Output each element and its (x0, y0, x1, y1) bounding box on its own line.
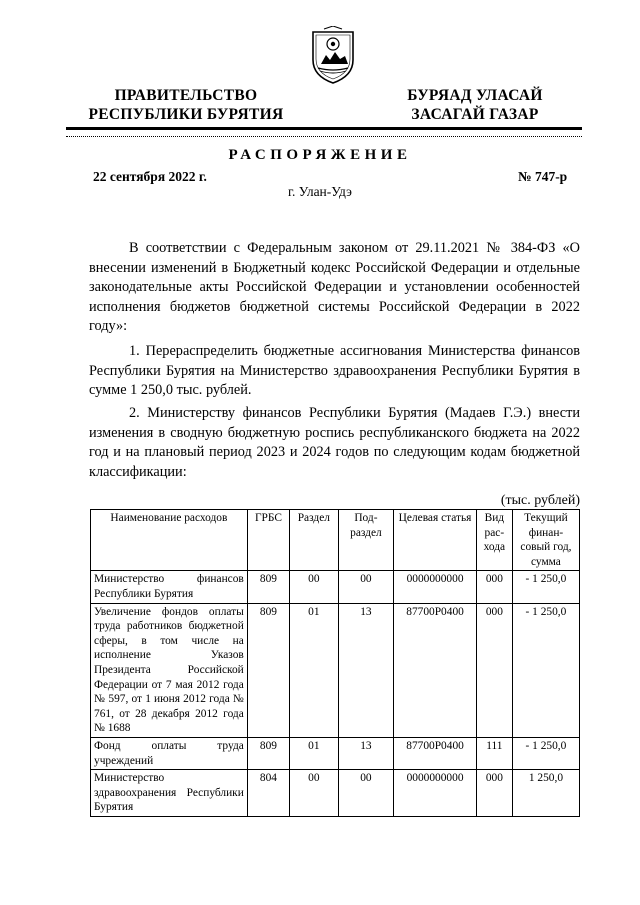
header-sum: Текущий финан-совый год, сумма (512, 510, 579, 571)
cell-type: 000 (476, 603, 512, 737)
cell-subsection: 00 (338, 770, 394, 817)
government-name-ru-line2: РЕСПУБЛИКИ БУРЯТИЯ (88, 106, 284, 123)
header-section: Раздел (290, 510, 338, 571)
cell-grbs: 809 (247, 571, 289, 603)
cell-section: 00 (290, 571, 338, 603)
table-row (91, 603, 580, 737)
document-date: 22 сентября 2022 г. (93, 169, 207, 184)
cell-section: 00 (290, 770, 338, 817)
header-type: Вид рас-хода (476, 510, 512, 571)
header-grbs: ГРБС (247, 510, 289, 571)
document-city: г. Улан-Удэ (288, 184, 352, 199)
budget-table (90, 509, 580, 817)
cell-sum: - 1 250,0 (512, 571, 579, 603)
cell-target: 0000000000 (394, 571, 477, 603)
paragraph-item-2: 2. Министерству финансов Республики Бурятия (Мадаев Г.Э.) внести изменения в сводную бюджетную роспись республиканского бюджета на 2022 год и на плановый период 2023 и 2024 годов по следующим кодам бюджетной классификации: (89, 405, 580, 480)
cell-grbs: 804 (247, 770, 289, 817)
cell-type: 000 (476, 770, 512, 817)
cell-name: Министерство финансов Республики Бурятия (91, 571, 248, 603)
government-name-bua-line1: БУРЯАД УЛАСАЙ (407, 87, 543, 104)
cell-type: 111 (476, 737, 512, 769)
coat-of-arms-icon (308, 26, 358, 86)
cell-type: 000 (476, 571, 512, 603)
government-name-ru-line1: ПРАВИТЕЛЬСТВО (114, 87, 258, 104)
cell-target: 87700P0400 (394, 737, 477, 769)
table-row (91, 571, 580, 603)
government-name-bua-line2: ЗАСАГАЙ ГАЗАР (411, 106, 539, 123)
cell-subsection: 13 (338, 603, 394, 737)
header-dotted-rule (66, 136, 582, 137)
header-name: Наименование расходов (91, 510, 248, 571)
cell-target: 0000000000 (394, 770, 477, 817)
cell-grbs: 809 (247, 737, 289, 769)
cell-subsection: 00 (338, 571, 394, 603)
cell-name: Увеличение фондов оплаты труда работников бюджетной сферы, в том числе на исполнение Указов Президента Российской Федерации от 7 мая 2012 года № 597, от 1 июня 2012 года № 761, от 28 декабря 2012 года № 1688 (91, 603, 248, 737)
cell-sum: 1 250,0 (512, 770, 579, 817)
cell-subsection: 13 (338, 737, 394, 769)
government-name-bua (400, 86, 550, 124)
paragraph-item-1: 1. Перераспределить бюджетные ассигнования Министерства финансов Республики Бурятия на Министерство здравоохранения Республики Бурятия в сумме 1 250,0 тыс. рублей. (89, 343, 580, 398)
paragraph-preamble: В соответствии с Федеральным законом от 29.11.2021 № 384-ФЗ «О внесении изменений в Бюджетный кодекс Российской Федерации и отдельные законодательные акты Российской Федерации и установлении особенностей исполнения бюджетов бюджетной системы Российской Федерации в 2022 году»: (89, 240, 580, 334)
document-type: РАСПОРЯЖЕНИЕ (228, 147, 412, 163)
header-target: Целевая статья (394, 510, 477, 571)
cell-name: Министерство здравоохранения Республики Бурятия (91, 770, 248, 817)
document-number: № 747-р (518, 169, 568, 184)
cell-name: Фонд оплаты труда учреждений (91, 737, 248, 769)
header-rule (66, 127, 582, 130)
cell-sum: - 1 250,0 (512, 603, 579, 737)
table-header-row (91, 510, 580, 571)
cell-sum: - 1 250,0 (512, 737, 579, 769)
header-subsection: Под-раздел (338, 510, 394, 571)
table-row (91, 737, 580, 769)
table-row (91, 770, 580, 817)
cell-section: 01 (290, 737, 338, 769)
cell-target: 87700P0400 (394, 603, 477, 737)
cell-grbs: 809 (247, 603, 289, 737)
cell-section: 01 (290, 603, 338, 737)
government-name-ru (80, 86, 292, 124)
table-unit-label: (тыс. рублей) (500, 493, 580, 508)
